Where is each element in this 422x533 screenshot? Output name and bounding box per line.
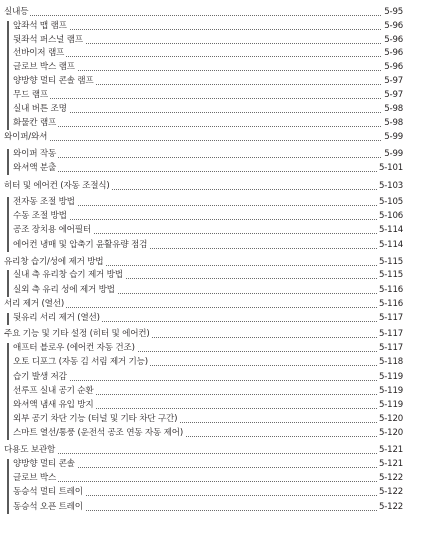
toc-page-number: 5-122 [377, 471, 403, 486]
toc-title: 와셔액 냄새 유입 방지 [13, 398, 96, 413]
subsection-bar [7, 270, 9, 297]
toc-page-number: 5-114 [377, 223, 403, 238]
toc-section[interactable] [0, 179, 422, 194]
toc-item[interactable] [0, 485, 422, 500]
toc-item[interactable] [0, 471, 422, 486]
toc-title: 전자동 조절 방법 [13, 195, 77, 210]
toc-page-number: 5-96 [382, 19, 403, 34]
toc-page-number: 5-119 [377, 398, 403, 413]
toc-page-number: 5-122 [377, 485, 403, 500]
toc-title: 동승석 멀티 트레이 [13, 485, 85, 500]
toc-title: 애프터 블로우 (에어컨 자동 건조) [13, 341, 137, 356]
toc-page-number: 5-97 [382, 88, 403, 103]
toc-page-number: 5-115 [377, 268, 403, 283]
toc-title: 무드 램프 [13, 88, 50, 103]
toc-page-number: 5-106 [377, 209, 403, 224]
toc-section[interactable] [0, 130, 422, 145]
toc-item[interactable] [0, 116, 422, 131]
toc-item[interactable] [0, 457, 422, 472]
toc-title: 와셔액 분출 [13, 161, 58, 176]
toc-page-number: 5-117 [377, 341, 403, 356]
toc-title: 선루프 실내 공기 순환 [13, 384, 96, 399]
toc-page-number: 5-98 [382, 102, 403, 117]
toc-item[interactable] [0, 19, 422, 34]
toc-title: 다용도 보관함 [4, 443, 57, 458]
dot-leader [13, 126, 403, 127]
toc-page-number: 5-116 [377, 297, 403, 312]
toc-page-number: 5-116 [377, 283, 403, 298]
toc-item[interactable] [0, 355, 422, 370]
toc-title: 선바이저 램프 [13, 46, 66, 61]
toc-item[interactable] [0, 370, 422, 385]
toc-title: 글로브 박스 램프 [13, 60, 77, 75]
toc-section[interactable] [0, 5, 422, 20]
dot-leader [13, 380, 403, 381]
toc-page-number: 5-121 [377, 457, 403, 472]
subsection-bar [7, 197, 9, 252]
toc-title: 공조 장치용 에어필터 [13, 223, 93, 238]
toc-page-number: 5-120 [377, 426, 403, 441]
subsection-bar [7, 21, 9, 130]
dot-leader [13, 481, 403, 482]
subsection-bar [7, 459, 9, 514]
toc-page-number: 5-115 [377, 255, 403, 270]
toc-section[interactable] [0, 327, 422, 342]
toc-item[interactable] [0, 102, 422, 117]
toc-title: 양방향 멀티 콘솔 램프 [13, 74, 96, 89]
toc-page-number: 5-103 [377, 179, 403, 194]
subsection-bar [7, 149, 9, 175]
dot-leader [13, 219, 403, 220]
toc-section[interactable] [0, 443, 422, 458]
toc-item[interactable] [0, 268, 422, 283]
toc-item[interactable] [0, 238, 422, 253]
toc-title: 수동 조절 방법 [13, 209, 69, 224]
dot-leader [13, 171, 403, 172]
toc-item[interactable] [0, 426, 422, 441]
toc-title: 와이퍼 작동 [13, 147, 58, 162]
dot-leader [13, 112, 403, 113]
toc-title: 실내등 [4, 5, 30, 20]
toc-item[interactable] [0, 283, 422, 298]
toc-title: 화물칸 램프 [13, 116, 58, 131]
toc-title: 주요 기능 및 기타 설정 (히터 및 에어컨) [4, 327, 152, 342]
toc-item[interactable] [0, 147, 422, 162]
toc-item[interactable] [0, 311, 422, 326]
toc-page-number: 5-101 [377, 161, 403, 176]
toc-page-number: 5-117 [377, 327, 403, 342]
toc-title: 실내 측 유리창 습기 제거 방법 [13, 268, 125, 283]
toc-title: 동승석 오픈 트레이 [13, 500, 85, 515]
toc-title: 양방향 멀티 콘솔 [13, 457, 77, 472]
toc-item[interactable] [0, 412, 422, 427]
toc-page-number: 5-105 [377, 195, 403, 210]
subsection-bar [7, 313, 9, 325]
toc-title: 에어컨 냉매 및 압축기 윤활유량 점검 [13, 238, 149, 253]
toc-title: 습기 발생 저감 [13, 370, 69, 385]
toc-item[interactable] [0, 60, 422, 75]
toc-page-number: 5-98 [382, 116, 403, 131]
toc-title: 앞좌석 맵 램프 [13, 19, 69, 34]
toc-title: 실외 측 유리 성에 제거 방법 [13, 283, 117, 298]
toc-title: 서리 제거 (열선) [4, 297, 66, 312]
toc-page-number: 5-120 [377, 412, 403, 427]
dot-leader [4, 140, 403, 141]
toc-page-number: 5-114 [377, 238, 403, 253]
toc-item[interactable] [0, 161, 422, 176]
toc-title: 뒷유리 서리 제거 (열선) [13, 311, 102, 326]
toc-item[interactable] [0, 341, 422, 356]
toc-title: 외부 공기 차단 기능 (터널 및 기타 차단 구간) [13, 412, 179, 427]
toc-item[interactable] [0, 88, 422, 103]
toc-title: 히터 및 에어컨 (자동 조절식) [4, 179, 112, 194]
toc-page-number: 5-118 [377, 355, 403, 370]
toc-title: 스마트 열선/통풍 (운전석 공조 연동 자동 제어) [13, 426, 185, 441]
toc-item[interactable] [0, 46, 422, 61]
dot-leader [4, 453, 403, 454]
toc-page-number: 5-122 [377, 500, 403, 515]
subsection-bar [7, 343, 9, 440]
toc-item[interactable] [0, 500, 422, 515]
toc-page-number: 5-117 [377, 311, 403, 326]
toc-page-number: 5-121 [377, 443, 403, 458]
toc-title: 실내 버튼 조명 [13, 102, 69, 117]
toc-page-number: 5-99 [382, 147, 403, 162]
toc-section[interactable] [0, 297, 422, 312]
dot-leader [13, 29, 403, 30]
toc-page-number: 5-99 [382, 130, 403, 145]
toc-page-number: 5-119 [377, 384, 403, 399]
toc-page-number: 5-119 [377, 370, 403, 385]
toc-item[interactable] [0, 223, 422, 238]
toc-title: 와이퍼/와셔 [4, 130, 49, 145]
toc-page-number: 5-96 [382, 33, 403, 48]
toc-title: 글로브 박스 [13, 471, 58, 486]
dot-leader [4, 15, 403, 16]
toc-item[interactable] [0, 74, 422, 89]
toc-item[interactable] [0, 398, 422, 413]
dot-leader [13, 56, 403, 57]
toc-item[interactable] [0, 195, 422, 210]
dot-leader [13, 157, 403, 158]
toc-item[interactable] [0, 209, 422, 224]
toc-title: 뒷좌석 퍼스널 램프 [13, 33, 85, 48]
toc-page-number: 5-97 [382, 74, 403, 89]
toc-page-number: 5-96 [382, 46, 403, 61]
toc-title: 유리창 습기/성에 제거 방법 [4, 255, 105, 270]
toc-title: 오토 디포그 (자동 김 서림 제거 기능) [13, 355, 150, 370]
dot-leader [13, 98, 403, 99]
toc-page-number: 5-96 [382, 60, 403, 75]
toc-item[interactable] [0, 384, 422, 399]
toc-page-number: 5-95 [382, 5, 403, 20]
